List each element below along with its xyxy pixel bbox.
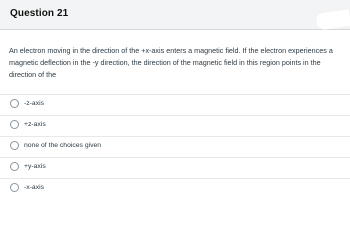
radio-button[interactable]: [10, 120, 19, 129]
question-text: An electron moving in the direction of the +x-axis enters a magnetic field. If the electron experiences a magnetic deflection in the -y direction, the direction of the magnetic field in this region points in the direction of the: [9, 46, 333, 79]
answer-label: +z-axis: [24, 121, 46, 128]
answer-label: -x-axis: [24, 184, 45, 191]
radio-button[interactable]: [10, 141, 19, 150]
answer-option-plus-y-axis[interactable]: [0, 157, 350, 178]
answer-option-minus-x-axis[interactable]: [0, 178, 350, 199]
radio-button[interactable]: [10, 162, 19, 171]
answer-option-plus-z-axis[interactable]: [0, 115, 350, 136]
answer-label: -z-axis: [24, 100, 45, 107]
header-highlight-shape: [315, 9, 350, 31]
question-title: Question 21: [10, 8, 69, 19]
answer-label: none of the choices given: [24, 142, 102, 149]
question-header: [0, 0, 350, 30]
radio-button[interactable]: [10, 183, 19, 192]
answer-label: +y-axis: [24, 163, 46, 170]
answer-option-none-of-the-choices-given[interactable]: [0, 136, 350, 157]
answer-option-minus-z-axis[interactable]: [0, 94, 350, 115]
radio-button[interactable]: [10, 99, 19, 108]
